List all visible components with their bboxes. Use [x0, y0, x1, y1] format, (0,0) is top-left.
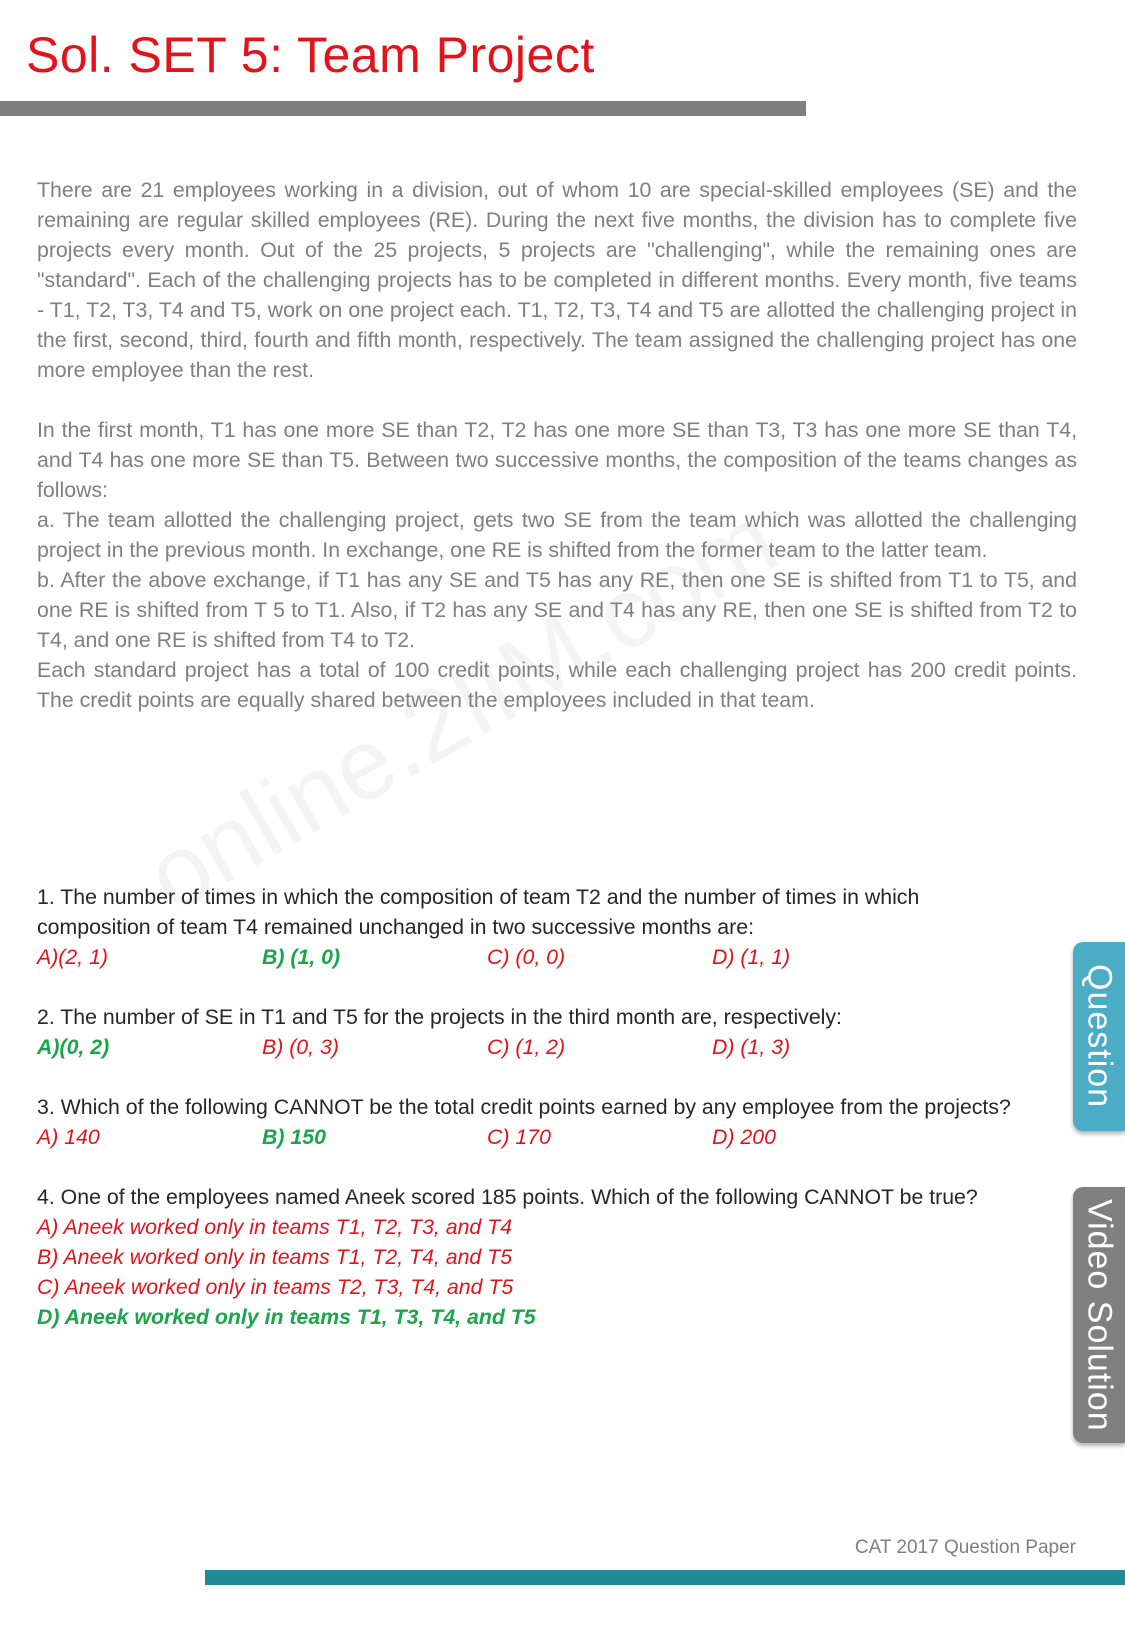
option-b-correct: B) 150 [262, 1125, 326, 1149]
question-text: 3. Which of the following CANNOT be the total credit points earned by any employee from the projects? [37, 1095, 1011, 1119]
title-underline-bar [0, 101, 806, 116]
option-b: B) (0, 3) [262, 1035, 339, 1059]
option-d: D) 200 [712, 1125, 776, 1149]
question-1 [37, 882, 1027, 972]
question-text: 1. The number of times in which the composition of team T2 and the number of times in which composition of team T4 remained unchanged in two successive months are: [37, 885, 920, 939]
answer-options [37, 1032, 1027, 1062]
option-b: B) Aneek worked only in teams T1, T2, T4, and T5 [37, 1245, 513, 1269]
question-tab[interactable] [1073, 942, 1125, 1131]
question-2 [37, 1002, 1027, 1062]
video-solution-tab-label: Video Solution [1080, 1198, 1119, 1432]
option-c: C) Aneek worked only in teams T2, T3, T4, and T5 [37, 1275, 514, 1299]
option-d-correct: D) Aneek worked only in teams T1, T3, T4, and T5 [37, 1305, 536, 1329]
footer-bar [205, 1570, 1125, 1585]
question-3 [37, 1092, 1027, 1152]
option-d: D) (1, 3) [712, 1035, 791, 1059]
option-a-correct: A)(0, 2) [37, 1035, 110, 1059]
option-a: A)(2, 1) [37, 945, 109, 969]
question-text: 4. One of the employees named Aneek scored 185 points. Which of the following CANNOT be true? [37, 1185, 978, 1209]
question-tab-label: Question [1080, 964, 1119, 1109]
rule-b: b. After the above exchange, if T1 has any SE and T5 has any RE, then one SE is shifted from T1 to T5, and one RE is shifted from T 5 to T1. Also, if T2 has any SE and T4 has any RE, then one SE is shifted from T2 to T4, and one RE is shifted from T4 to T2. [37, 568, 1077, 652]
option-b-correct: B) (1, 0) [262, 945, 341, 969]
intro-paragraph-2: In the first month, T1 has one more SE than T2, T2 has one more SE than T3, T3 has one more SE than T4, and T4 has one more SE than T5. Between two successive months, the composition of the teams changes as follows: [37, 418, 1077, 502]
rule-a: a. The team allotted the challenging project, gets two SE from the team which was allotted the challenging project in the previous month. In exchange, one RE is shifted from the former team to the latter team. [37, 508, 1077, 562]
page-title: Sol. SET 5: Team Project [26, 27, 595, 83]
answer-options [37, 942, 1027, 972]
option-a: A) Aneek worked only in teams T1, T2, T3, and T4 [37, 1215, 513, 1239]
option-c: C) (0, 0) [487, 945, 566, 969]
question-text: 2. The number of SE in T1 and T5 for the projects in the third month are, respectively: [37, 1005, 842, 1029]
questions-section [37, 882, 1027, 1362]
video-solution-tab[interactable] [1073, 1187, 1125, 1443]
answer-options [37, 1212, 1027, 1332]
intro-paragraph-3: Each standard project has a total of 100 credit points, while each challenging project has 200 credit points. The credit points are equally shared between the employees included in that team. [37, 658, 1077, 712]
option-a: A) 140 [37, 1125, 100, 1149]
option-d: D) (1, 1) [712, 945, 791, 969]
question-4 [37, 1182, 1027, 1332]
footer-caption: CAT 2017 Question Paper [854, 1537, 1076, 1558]
problem-statement [37, 175, 1077, 715]
answer-options [37, 1122, 1027, 1152]
intro-paragraph-1: There are 21 employees working in a division, out of whom 10 are special-skilled employees (SE) and the remaining are regular skilled employees (RE). During the next five months, the division has to complete five projects every month. Out of the 25 projects, 5 projects are "challenging", while the remaining ones are "standard". Each of the challenging projects has to be completed in different months. Every month, five teams - T1, T2, T3, T4 and T5, work on one project each. T1, T2, T3, T4 and T5 are allotted the challenging project in the first, second, third, fourth and fifth month, respectively. The team assigned the challenging project has one more employee than the rest. [37, 178, 1077, 382]
option-c: C) (1, 2) [487, 1035, 566, 1059]
option-c: C) 170 [487, 1125, 551, 1149]
